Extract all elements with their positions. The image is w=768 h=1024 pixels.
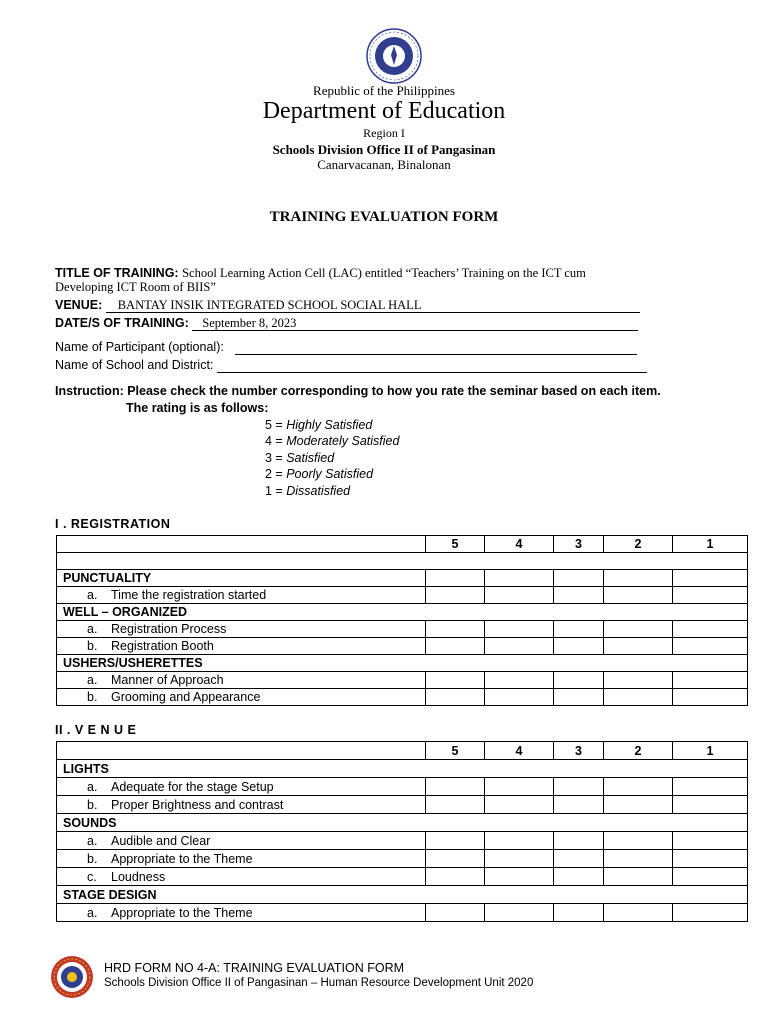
table-row [57, 655, 748, 672]
rating-cell[interactable] [485, 778, 554, 796]
form-title: TRAINING EVALUATION FORM [269, 209, 499, 225]
rating-cell[interactable] [554, 621, 604, 638]
item-cell [57, 587, 426, 604]
rating-header-2: 2 [604, 742, 673, 760]
scale-text: Highly Satisfied [286, 418, 373, 432]
rating-cell[interactable] [673, 904, 748, 922]
rating-cell[interactable] [673, 832, 748, 850]
school-field [55, 358, 647, 373]
venue-value[interactable]: BANTAY INSIK INTEGRATED SCHOOL SOCIAL HALL [106, 299, 640, 313]
item-cell [57, 832, 426, 850]
rating-cell[interactable] [485, 868, 554, 886]
rating-header-5: 5 [426, 742, 485, 760]
instruction-line: Instruction: Please check the number corresponding to how you rate the seminar based on each item. [55, 384, 661, 398]
rating-cell[interactable] [485, 638, 554, 655]
item-letter: b. [87, 851, 98, 866]
rating-cell[interactable] [604, 672, 673, 689]
rating-cell[interactable] [426, 904, 485, 922]
rating-cell[interactable] [426, 850, 485, 868]
rating-cell[interactable] [604, 850, 673, 868]
rating-cell[interactable] [554, 689, 604, 706]
table-row [57, 689, 748, 706]
venue-label: VENUE: [55, 298, 103, 312]
registration-table [56, 535, 748, 706]
rating-cell[interactable] [554, 904, 604, 922]
rating-cell[interactable] [554, 778, 604, 796]
table-row [57, 604, 748, 621]
rating-cell[interactable] [426, 832, 485, 850]
item-cell [57, 796, 426, 814]
rating-header-1: 1 [673, 536, 748, 553]
item-letter: b. [87, 690, 98, 704]
table-row [57, 850, 748, 868]
item-label: Time the registration started [111, 588, 267, 602]
item-letter: a. [87, 833, 98, 848]
table-row [57, 570, 748, 587]
rating-cell[interactable] [554, 850, 604, 868]
rating-cell[interactable] [554, 796, 604, 814]
scale-item-1 [265, 484, 350, 498]
rating-header-4: 4 [485, 742, 554, 760]
item-letter: b. [87, 797, 98, 812]
rating-cell[interactable] [673, 778, 748, 796]
rating-header-3: 3 [554, 742, 604, 760]
venue-table [56, 741, 748, 922]
training-title-field [55, 266, 586, 281]
item-label: Manner of Approach [111, 673, 224, 687]
rating-cell[interactable] [673, 689, 748, 706]
item-label: Appropriate to the Theme [111, 905, 253, 920]
table-row [57, 672, 748, 689]
rating-cell[interactable] [673, 796, 748, 814]
scale-text: Dissatisfied [286, 484, 351, 498]
rating-cell[interactable] [554, 570, 604, 587]
rating-cell[interactable] [485, 689, 554, 706]
table-row [57, 778, 748, 796]
rating-cell[interactable] [604, 621, 673, 638]
hrd-unit-logo [50, 955, 94, 999]
item-label: Audible and Clear [111, 833, 211, 848]
rating-cell[interactable] [485, 850, 554, 868]
rating-cell[interactable] [485, 672, 554, 689]
item-letter: b. [87, 639, 98, 653]
category-ushers: USHERS/USHERETTES [57, 655, 748, 672]
footer-form-number: HRD FORM NO 4-A: TRAINING EVALUATION FORM [104, 961, 405, 975]
item-letter: a. [87, 622, 98, 636]
item-label: Registration Process [111, 622, 227, 636]
item-label: Appropriate to the Theme [111, 851, 253, 866]
rating-cell[interactable] [554, 672, 604, 689]
item-letter: c. [87, 869, 97, 884]
rating-cell[interactable] [604, 832, 673, 850]
date-value[interactable]: September 8, 2023 [192, 317, 638, 331]
rating-cell[interactable] [554, 832, 604, 850]
scale-num: 2 = [265, 467, 287, 481]
category-stage-design: STAGE DESIGN [57, 886, 748, 904]
blank-cell [57, 553, 748, 570]
address-line: Canarvacanan, Binalonan [317, 157, 451, 172]
item-cell [57, 778, 426, 796]
scale-num: 4 = [265, 434, 287, 448]
training-title-label: TITLE OF TRAINING: [55, 266, 179, 280]
table-blank-row [57, 553, 748, 570]
rating-cell[interactable] [604, 587, 673, 604]
rating-header-3: 3 [554, 536, 604, 553]
scale-item-4 [265, 434, 399, 448]
scale-item-5 [265, 418, 372, 432]
item-label: Loudness [111, 869, 166, 884]
rating-cell[interactable] [426, 868, 485, 886]
category-punctuality: PUNCTUALITY [57, 570, 426, 587]
scale-num: 5 = [265, 418, 287, 432]
republic-line: Republic of the Philippines [313, 83, 455, 98]
rating-cell[interactable] [485, 621, 554, 638]
table-row [57, 886, 748, 904]
rating-cell[interactable] [426, 621, 485, 638]
department-title: Department of Education [262, 98, 506, 124]
table-row [57, 587, 748, 604]
rating-cell[interactable] [426, 672, 485, 689]
rating-cell[interactable] [604, 689, 673, 706]
item-letter: a. [87, 779, 98, 794]
rating-header-2: 2 [604, 536, 673, 553]
date-label: DATE/S OF TRAINING: [55, 316, 189, 330]
item-cell [57, 904, 426, 922]
table-header-row [57, 742, 748, 760]
date-field [55, 316, 638, 331]
table-row [57, 621, 748, 638]
rating-header-5: 5 [426, 536, 485, 553]
rating-cell[interactable] [604, 868, 673, 886]
scale-text: Satisfied [286, 451, 335, 465]
division-line: Schools Division Office II of Pangasinan [272, 142, 496, 157]
item-header-cell [57, 742, 426, 760]
rating-header-4: 4 [485, 536, 554, 553]
participant-label: Name of Participant (optional): [55, 340, 224, 354]
rating-cell[interactable] [604, 904, 673, 922]
rating-cell[interactable] [426, 638, 485, 655]
table-row [57, 832, 748, 850]
item-label: Proper Brightness and contrast [111, 797, 284, 812]
item-label: Grooming and Appearance [111, 690, 261, 704]
rating-cell[interactable] [673, 621, 748, 638]
rating-cell[interactable] [673, 868, 748, 886]
participant-input[interactable] [235, 341, 637, 355]
table-row [57, 796, 748, 814]
rating-cell[interactable] [554, 587, 604, 604]
item-cell [57, 638, 426, 655]
table-row [57, 638, 748, 655]
scale-num: 3 = [265, 451, 287, 465]
rating-cell[interactable] [426, 778, 485, 796]
rating-cell[interactable] [485, 904, 554, 922]
rating-cell[interactable] [554, 868, 604, 886]
venue-field [55, 298, 640, 313]
item-cell [57, 689, 426, 706]
rating-cell[interactable] [426, 796, 485, 814]
participant-field [55, 340, 637, 355]
item-cell [57, 672, 426, 689]
rating-cell[interactable] [673, 850, 748, 868]
footer-unit: Schools Division Office II of Pangasinan – Human Resource Development Unit 2020 [104, 977, 534, 989]
training-title-value-cont: Developing ICT Room of BIIS” [55, 280, 216, 294]
rating-cell[interactable] [485, 832, 554, 850]
rating-cell[interactable] [485, 587, 554, 604]
scale-item-3 [265, 451, 334, 465]
table-row [57, 760, 748, 778]
rating-cell[interactable] [485, 796, 554, 814]
region-line: Region I [363, 126, 405, 140]
rating-cell[interactable] [426, 587, 485, 604]
rating-header-1: 1 [673, 742, 748, 760]
section-venue-title: II . V E N U E [55, 723, 137, 737]
scale-num: 1 = [265, 484, 287, 498]
scale-text: Moderately Satisfied [286, 434, 400, 448]
rating-cell[interactable] [485, 570, 554, 587]
rating-cell[interactable] [426, 689, 485, 706]
rating-cell[interactable] [604, 778, 673, 796]
category-sounds: SOUNDS [57, 814, 748, 832]
item-label: Registration Booth [111, 639, 214, 653]
item-cell [57, 621, 426, 638]
school-label: Name of School and District: [55, 358, 214, 372]
scale-item-2 [265, 467, 373, 481]
table-row [57, 814, 748, 832]
category-lights: LIGHTS [57, 760, 748, 778]
item-cell [57, 850, 426, 868]
rating-cell[interactable] [554, 638, 604, 655]
table-row [57, 868, 748, 886]
item-letter: a. [87, 588, 98, 602]
section-registration-title: I . REGISTRATION [55, 517, 171, 531]
item-letter: a. [87, 905, 98, 920]
rating-cell[interactable] [673, 672, 748, 689]
table-row [57, 904, 748, 922]
scale-text: Poorly Satisfied [286, 467, 374, 481]
training-title-value: School Learning Action Cell (LAC) entitled “Teachers’ Training on the ICT cum [182, 266, 586, 280]
rating-cell[interactable] [673, 638, 748, 655]
table-header-row [57, 536, 748, 553]
rating-cell[interactable] [673, 570, 748, 587]
rating-cell[interactable] [604, 638, 673, 655]
school-input[interactable] [217, 359, 647, 373]
rating-cell[interactable] [673, 587, 748, 604]
item-letter: a. [87, 673, 98, 687]
category-organized: WELL – ORGANIZED [57, 604, 748, 621]
rating-cell[interactable] [426, 570, 485, 587]
rating-cell[interactable] [604, 796, 673, 814]
item-header-cell [57, 536, 426, 553]
item-cell [57, 868, 426, 886]
rating-intro: The rating is as follows: [126, 401, 269, 415]
item-label: Adequate for the stage Setup [111, 779, 274, 794]
rating-cell[interactable] [604, 570, 673, 587]
deped-seal-logo [366, 28, 422, 84]
